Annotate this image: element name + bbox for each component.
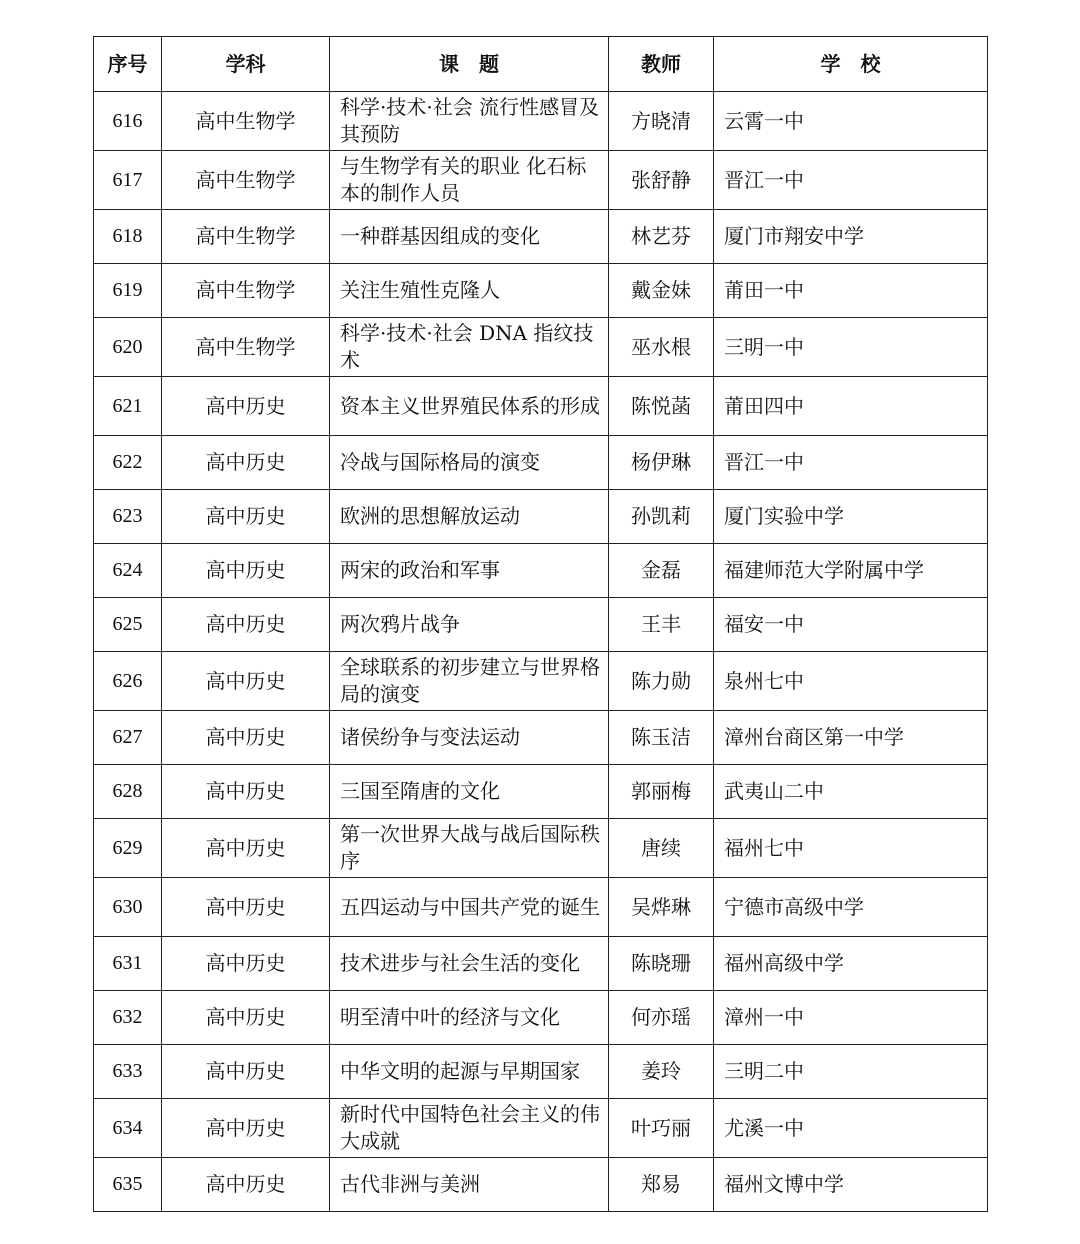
cell-subject: 高中历史	[162, 544, 330, 598]
table-row	[94, 765, 988, 819]
header-school: 学 校	[714, 37, 988, 92]
table-row	[94, 1158, 988, 1212]
cell-teacher: 陈悦菡	[609, 377, 714, 436]
cell-teacher: 金磊	[609, 544, 714, 598]
cell-topic: 科学·技术·社会 流行性感冒及其预防	[330, 92, 609, 151]
header-teacher: 教师	[609, 37, 714, 92]
cell-teacher: 吴烨琳	[609, 878, 714, 937]
table-row	[94, 490, 988, 544]
cell-topic: 五四运动与中国共产党的诞生	[330, 878, 609, 937]
cell-teacher: 郭丽梅	[609, 765, 714, 819]
cell-teacher: 孙凯莉	[609, 490, 714, 544]
cell-subject: 高中历史	[162, 1045, 330, 1099]
cell-teacher: 方晓清	[609, 92, 714, 151]
cell-subject: 高中历史	[162, 1158, 330, 1212]
cell-subject: 高中历史	[162, 490, 330, 544]
cell-school: 厦门市翔安中学	[714, 210, 988, 264]
cell-number: 631	[94, 937, 162, 991]
cell-number: 616	[94, 92, 162, 151]
cell-subject: 高中生物学	[162, 318, 330, 377]
cell-school: 晋江一中	[714, 436, 988, 490]
cell-school: 厦门实验中学	[714, 490, 988, 544]
table-row	[94, 711, 988, 765]
table-row	[94, 436, 988, 490]
cell-number: 625	[94, 598, 162, 652]
cell-topic: 新时代中国特色社会主义的伟大成就	[330, 1099, 609, 1158]
table-row	[94, 819, 988, 878]
cell-topic: 三国至隋唐的文化	[330, 765, 609, 819]
cell-teacher: 何亦瑶	[609, 991, 714, 1045]
cell-school: 福州高级中学	[714, 937, 988, 991]
cell-teacher: 唐续	[609, 819, 714, 878]
table-row	[94, 1045, 988, 1099]
cell-subject: 高中历史	[162, 991, 330, 1045]
cell-number: 629	[94, 819, 162, 878]
table-row	[94, 652, 988, 711]
cell-school: 泉州七中	[714, 652, 988, 711]
cell-teacher: 张舒静	[609, 151, 714, 210]
cell-school: 莆田四中	[714, 377, 988, 436]
cell-teacher: 巫水根	[609, 318, 714, 377]
cell-teacher: 郑易	[609, 1158, 714, 1212]
cell-topic: 一种群基因组成的变化	[330, 210, 609, 264]
cell-topic: 诸侯纷争与变法运动	[330, 711, 609, 765]
cell-number: 620	[94, 318, 162, 377]
cell-school: 福建师范大学附属中学	[714, 544, 988, 598]
cell-topic: 两次鸦片战争	[330, 598, 609, 652]
table-row	[94, 1099, 988, 1158]
cell-subject: 高中生物学	[162, 151, 330, 210]
cell-subject: 高中历史	[162, 598, 330, 652]
cell-topic: 冷战与国际格局的演变	[330, 436, 609, 490]
cell-topic: 两宋的政治和军事	[330, 544, 609, 598]
cell-number: 628	[94, 765, 162, 819]
cell-subject: 高中历史	[162, 765, 330, 819]
cell-number: 619	[94, 264, 162, 318]
cell-topic: 明至清中叶的经济与文化	[330, 991, 609, 1045]
cell-number: 626	[94, 652, 162, 711]
cell-number: 634	[94, 1099, 162, 1158]
table-row	[94, 318, 988, 377]
cell-teacher: 陈玉洁	[609, 711, 714, 765]
cell-school: 尤溪一中	[714, 1099, 988, 1158]
cell-school: 云霄一中	[714, 92, 988, 151]
cell-subject: 高中生物学	[162, 92, 330, 151]
header-row	[94, 37, 988, 92]
header-number: 序号	[94, 37, 162, 92]
cell-teacher: 戴金妹	[609, 264, 714, 318]
cell-number: 632	[94, 991, 162, 1045]
cell-teacher: 陈力勋	[609, 652, 714, 711]
table-row	[94, 878, 988, 937]
cell-school: 漳州台商区第一中学	[714, 711, 988, 765]
cell-topic: 全球联系的初步建立与世界格局的演变	[330, 652, 609, 711]
cell-school: 三明二中	[714, 1045, 988, 1099]
table-row	[94, 264, 988, 318]
cell-number: 624	[94, 544, 162, 598]
table-row	[94, 937, 988, 991]
table-row	[94, 210, 988, 264]
table-row	[94, 991, 988, 1045]
cell-teacher: 叶巧丽	[609, 1099, 714, 1158]
cell-topic: 资本主义世界殖民体系的形成	[330, 377, 609, 436]
cell-school: 三明一中	[714, 318, 988, 377]
table-row	[94, 544, 988, 598]
cell-topic: 欧洲的思想解放运动	[330, 490, 609, 544]
cell-school: 福州七中	[714, 819, 988, 878]
cell-number: 630	[94, 878, 162, 937]
cell-topic: 关注生殖性克隆人	[330, 264, 609, 318]
cell-subject: 高中历史	[162, 377, 330, 436]
cell-school: 莆田一中	[714, 264, 988, 318]
table-row	[94, 377, 988, 436]
cell-subject: 高中历史	[162, 652, 330, 711]
cell-teacher: 林艺芬	[609, 210, 714, 264]
cell-number: 627	[94, 711, 162, 765]
cell-school: 漳州一中	[714, 991, 988, 1045]
cell-subject: 高中生物学	[162, 210, 330, 264]
cell-number: 633	[94, 1045, 162, 1099]
cell-subject: 高中历史	[162, 436, 330, 490]
table-row	[94, 598, 988, 652]
cell-topic: 古代非洲与美洲	[330, 1158, 609, 1212]
cell-teacher: 王丰	[609, 598, 714, 652]
cell-number: 621	[94, 377, 162, 436]
cell-school: 武夷山二中	[714, 765, 988, 819]
table-body	[94, 92, 988, 1212]
cell-school: 晋江一中	[714, 151, 988, 210]
cell-topic: 科学·技术·社会 DNA 指纹技术	[330, 318, 609, 377]
table-row	[94, 92, 988, 151]
cell-subject: 高中历史	[162, 1099, 330, 1158]
cell-subject: 高中历史	[162, 819, 330, 878]
cell-teacher: 陈晓珊	[609, 937, 714, 991]
cell-subject: 高中历史	[162, 711, 330, 765]
cell-school: 宁德市高级中学	[714, 878, 988, 937]
cell-teacher: 姜玲	[609, 1045, 714, 1099]
cell-school: 福安一中	[714, 598, 988, 652]
course-list-table	[93, 36, 988, 1212]
table-row	[94, 151, 988, 210]
cell-topic: 中华文明的起源与早期国家	[330, 1045, 609, 1099]
cell-number: 618	[94, 210, 162, 264]
cell-topic: 与生物学有关的职业 化石标本的制作人员	[330, 151, 609, 210]
cell-subject: 高中历史	[162, 878, 330, 937]
cell-school: 福州文博中学	[714, 1158, 988, 1212]
cell-topic: 技术进步与社会生活的变化	[330, 937, 609, 991]
cell-subject: 高中生物学	[162, 264, 330, 318]
cell-number: 635	[94, 1158, 162, 1212]
cell-number: 617	[94, 151, 162, 210]
cell-subject: 高中历史	[162, 937, 330, 991]
header-subject: 学科	[162, 37, 330, 92]
cell-teacher: 杨伊琳	[609, 436, 714, 490]
header-topic: 课 题	[330, 37, 609, 92]
cell-number: 623	[94, 490, 162, 544]
cell-number: 622	[94, 436, 162, 490]
cell-topic: 第一次世界大战与战后国际秩序	[330, 819, 609, 878]
